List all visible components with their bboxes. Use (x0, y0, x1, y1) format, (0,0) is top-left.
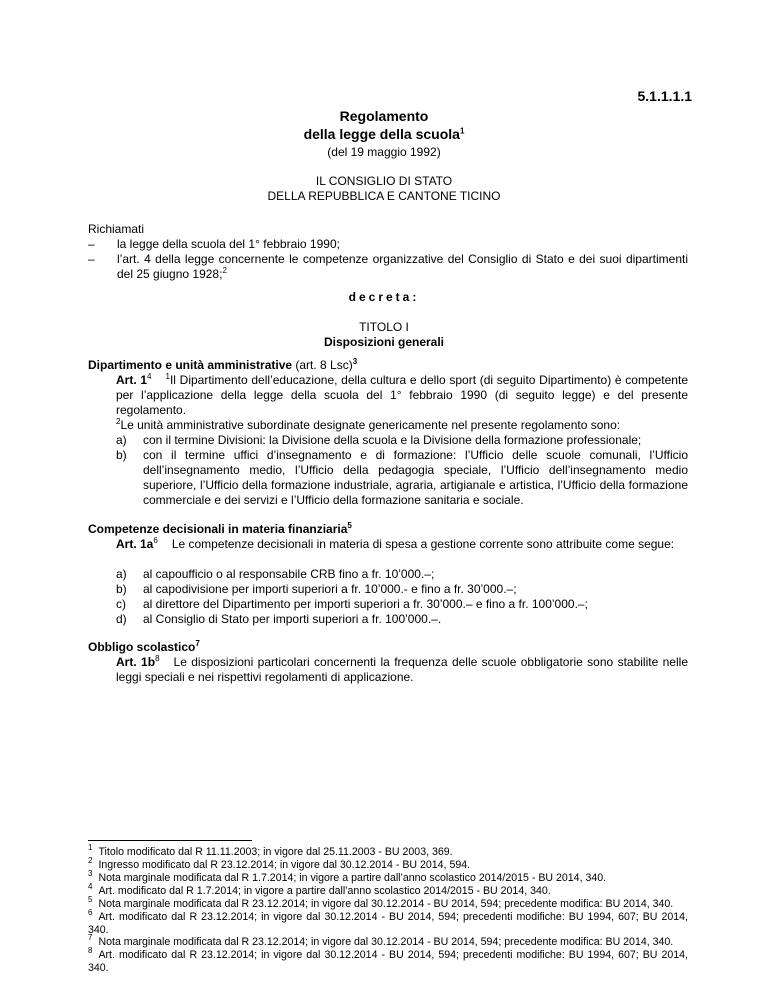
list-item (88, 433, 688, 448)
list-marker: c) (116, 597, 126, 611)
article-label: Art. 1b (116, 655, 156, 669)
richiamati-label: Richiamati (88, 222, 145, 236)
footnote-ref-7: 7 (195, 639, 200, 648)
list-item (88, 582, 688, 597)
list-marker: a) (116, 433, 127, 447)
article-1a (116, 537, 688, 552)
article-label: Art. 1 (116, 373, 148, 387)
footnote-number: 2 (88, 856, 93, 866)
list-item-text: la legge della scuola del 1° febbraio 1990; (117, 237, 340, 251)
list-marker: a) (116, 567, 127, 581)
title-line-2-text: della legge della scuola (303, 126, 460, 142)
paragraph-text: Le unità amministrative subordinate designate genericamente nel presente regolamento sono: (120, 418, 621, 432)
paragraph-text: Le disposizioni particolari concernenti la frequenza delle scuole obbligatorie sono stabilite nelle leggi speciali e nei rispettivi regolamenti di applicazione. (116, 655, 688, 684)
list-item (88, 597, 688, 612)
list-marker: – (88, 252, 95, 266)
council-line-2: DELLA REPUBBLICA E CANTONE TICINO (267, 189, 501, 203)
article-1-paragraph-2 (116, 418, 688, 433)
footnote-ref-3: 3 (352, 357, 358, 366)
decreta-heading: decreta: (348, 290, 420, 304)
list-marker: d) (116, 612, 127, 626)
paragraph-number: 2 (116, 417, 121, 426)
marginal-note-3 (88, 640, 200, 654)
footnote-text: Nota marginale modificata dal R 23.12.2014; in vigore dal 30.12.2014 - BU 2014, 594; precedente modifica: BU 2014, 340. (98, 936, 674, 948)
footnote-text: Art. modificato dal R 23.12.2014; in vigore dal 30.12.2014 - BU 2014, 594; precedenti modifiche: BU 1994, 607; BU 2014, 340. (88, 911, 688, 936)
marginal-note-text: Obbligo scolastico (88, 640, 196, 654)
footnote-text: Art. modificato dal R 1.7.2014; in vigore a partire dall’anno scolastico 2014/2015 - BU 2014, 340. (98, 885, 551, 897)
footnote-number: 3 (88, 869, 93, 879)
footnote-6 (88, 908, 688, 936)
footnote-7 (88, 933, 688, 949)
list-item-text: al capodivisione per importi superiori a fr. 10’000.- e fino a fr. 30’000.–; (143, 582, 517, 596)
document-date: (del 19 maggio 1992) (327, 145, 441, 159)
list-item-text: con il termine uffici d’insegnamento e di formazione: l’Ufficio delle scuole comunali, l’Ufficio dell’insegnamento medio, l’Ufficio della pedagogia speciale, l’Ufficio dell’insegnamento medio superiore, l’Ufficio della formazione industriale, agraria, artigianale e artistica, l’Ufficio della formazione commerciale e dei servizi e l’Ufficio della formazione sanitaria e sociale. (143, 448, 688, 507)
marginal-note-text: Competenze decisionali in materia finanziaria (88, 522, 348, 536)
footnote-text: Nota marginale modificata dal R 1.7.2014; in vigore a partire dall’anno scolastico 2014/2015 - BU 2014, 340. (98, 872, 607, 884)
list-item-text (117, 252, 688, 282)
paragraph-text: Il Dipartimento dell’educazione, della cultura e dello sport (di seguito Dipartimento) è competente per l’applicazione della legge della scuola del 1° febbraio 1990 (di seguito legge) e del presente regolamento. (116, 373, 688, 417)
marginal-note-2 (88, 522, 352, 536)
list-item-text: al Consiglio di Stato per importi superiori a fr. 100’000.–. (143, 612, 442, 626)
council-line-1: IL CONSIGLIO DI STATO (315, 174, 453, 188)
footnote-ref-2: 2 (222, 266, 227, 275)
footnote-8 (88, 946, 688, 974)
footnote-3 (88, 869, 688, 885)
titolo-subheading: Disposizioni generali (323, 335, 445, 349)
footnote-ref-8: 8 (155, 654, 160, 663)
richiamati-item (88, 237, 688, 252)
paragraph-text: Le competenze decisionali in materia di spesa a gestione corrente sono attribuite come segue: (171, 537, 675, 551)
footnote-4 (88, 882, 688, 898)
article-1b (116, 655, 688, 685)
list-marker: b) (116, 582, 127, 596)
footnote-5 (88, 895, 688, 911)
list-item (88, 567, 688, 582)
list-item (88, 448, 688, 508)
footnote-separator (88, 840, 252, 841)
document-code: 5.1.1.1.1 (637, 88, 692, 104)
list-item-text: con il termine Divisioni: la Divisione della scuola e la Divisione della formazione professionale; (143, 433, 642, 447)
footnote-number: 1 (88, 843, 93, 853)
list-item (88, 612, 688, 627)
richiamati-item (88, 252, 688, 282)
article-label: Art. 1a (116, 537, 154, 551)
footnote-ref-4: 4 (147, 372, 152, 381)
list-item-text-body: l’art. 4 della legge concernente le competenze organizzative del Consiglio di Stato e dei suoi dipartimenti del 25 giugno 1928; (117, 252, 688, 281)
list-marker: – (88, 237, 95, 251)
article-1 (116, 373, 688, 418)
footnote-text: Titolo modificato dal R 11.11.2003; in vigore dal 25.11.2003 - BU 2003, 369. (98, 846, 453, 858)
list-item-text: al capoufficio o al responsabile CRB fino a fr. 10’000.–; (143, 567, 435, 581)
list-marker: b) (116, 448, 127, 462)
footnote-text: Art. modificato dal R 23.12.2014; in vigore dal 30.12.2014 - BU 2014, 594; precedenti modifiche: BU 1994, 607; BU 2014, 340. (88, 949, 688, 974)
footnote-number: 6 (88, 908, 93, 918)
paragraph-number: 1 (165, 372, 170, 381)
footnote-text: Ingresso modificato dal R 23.12.2014; in vigore dal 30.12.2014 - BU 2014, 594. (98, 859, 471, 871)
title-line-2 (0, 126, 768, 142)
marginal-note-ref: (art. 8 Lsc) (292, 358, 353, 372)
footnote-ref-1: 1 (459, 126, 465, 136)
footnote-ref-5: 5 (347, 521, 352, 530)
footnote-number: 7 (88, 933, 93, 943)
title-line-1: Regolamento (339, 108, 429, 124)
footnote-number: 4 (88, 882, 93, 892)
marginal-note-1 (88, 358, 357, 372)
titolo-heading: TITOLO I (359, 320, 409, 334)
footnote-ref-6: 6 (153, 536, 158, 545)
footnote-2 (88, 856, 688, 872)
footnote-number: 8 (88, 946, 93, 956)
marginal-note-text: Dipartimento e unità amministrative (88, 358, 293, 372)
footnote-number: 5 (88, 895, 93, 905)
footnote-1 (88, 843, 688, 859)
footnote-text: Nota marginale modificata dal R 23.12.2014; in vigore dal 30.12.2014 - BU 2014, 594; precedente modifica: BU 2014, 340. (98, 898, 674, 910)
list-item-text: al direttore del Dipartimento per importi superiori a fr. 30’000.– e fino a fr. 100’000.–; (143, 597, 588, 611)
